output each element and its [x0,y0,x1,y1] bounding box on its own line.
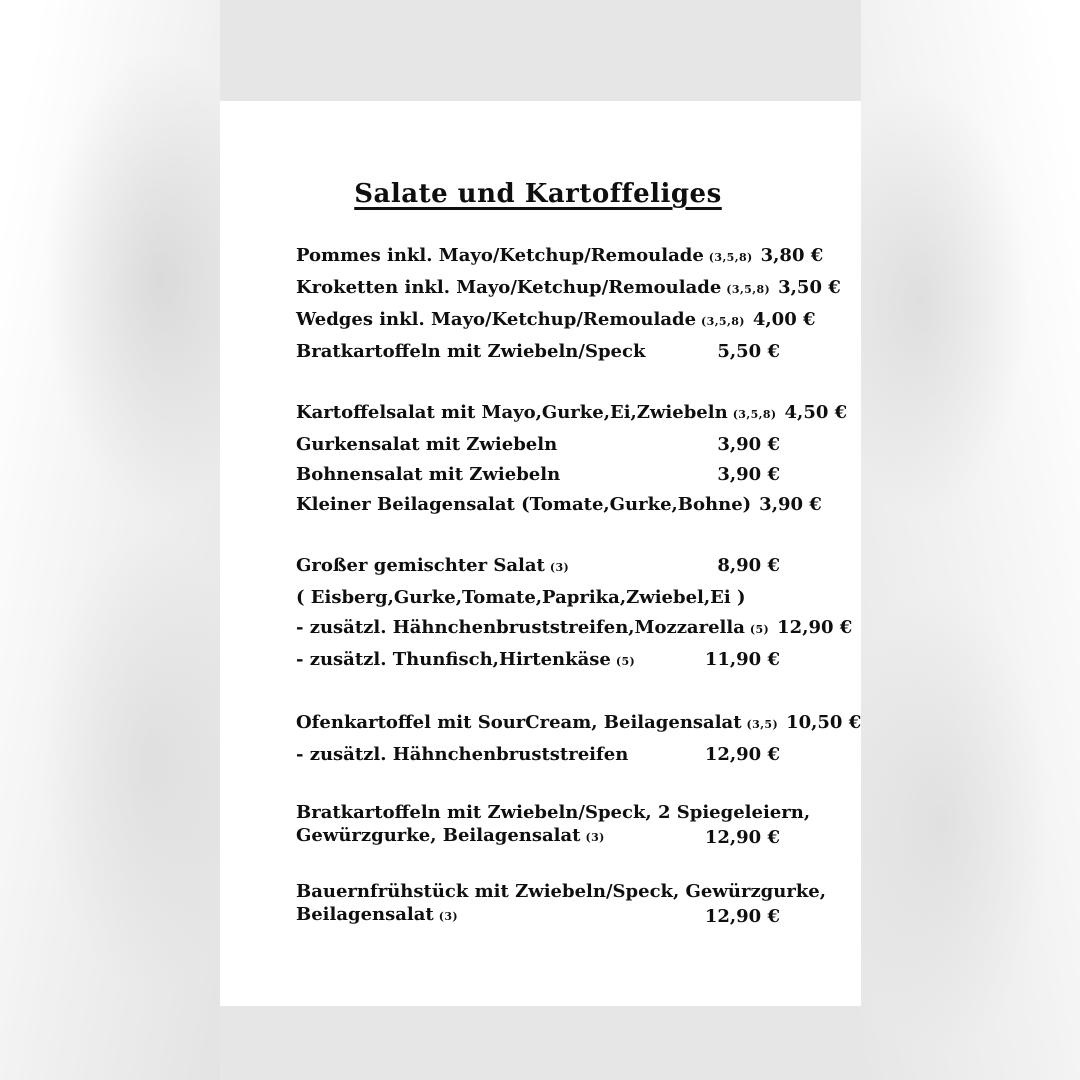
menu-item-name: Großer gemischter Salat (3) [296,555,570,576]
menu-item-price: 12,90 € [704,827,780,848]
menu-item-annotation: (3,5,8) [701,315,745,328]
menu-item-price: 3,50 € [778,277,841,298]
menu-item-row [296,273,841,305]
menu-item-price: 12,90 € [704,906,780,927]
menu-item-line2: Gewürzgurke, Beilagensalat [296,825,581,846]
menu-item-row [296,337,780,367]
menu-item-row [296,801,811,849]
menu-note: ( Eisberg,Gurke,Tomate,Paprika,Zwiebel,Ei ) [296,587,746,608]
menu-item-price: 12,90 € [704,744,780,765]
menu-item-price: 10,50 € [786,712,862,733]
menu-item-row [296,460,780,490]
menu-item-name: - zusätzl. Hähnchenbruststreifen [296,744,629,765]
menu-item-price: 12,90 € [777,617,853,638]
menu-section [296,708,862,770]
menu-item-name: - zusätzl. Thunfisch,Hirtenkäse (5) [296,649,636,670]
background-blur-right [861,0,1080,1080]
menu-item-name: Kartoffelsalat mit Mayo,Gurke,Ei,Zwiebeln (3,5,8) [296,402,777,423]
menu-item-line2: Beilagensalat [296,904,434,925]
menu-item-annotation: (3,5,8) [732,408,777,421]
menu-item-name: Ofenkartoffel mit SourCream, Beilagensalat (3,5) [296,712,779,733]
menu-item-name: Bohnensalat mit Zwiebeln [296,464,561,485]
background-blur-left [0,0,220,1080]
menu-item-name: Kroketten inkl. Mayo/Ketchup/Remoulade (3,5,8) [296,277,771,298]
menu-note-row [296,583,780,613]
menu-item-price: 4,00 € [752,309,816,330]
menu-item-name: - zusätzl. Hähnchenbruststreifen,Mozzarella (5) [296,617,770,638]
menu-item-row [296,398,848,430]
menu-page [220,101,861,1006]
menu-title: Salate und Kartoffeliges [354,179,722,209]
menu-item-price: 5,50 € [717,341,780,362]
menu-section [296,398,848,520]
top-gray-band [220,0,861,101]
menu-item-row [296,708,862,740]
menu-item-row [296,551,780,583]
menu-item-annotation: (3) [438,910,459,923]
menu-item-annotation: (5) [615,655,636,668]
menu-section [296,241,841,367]
menu-item-annotation: (3,5,8) [708,251,753,264]
menu-item-name: Pommes inkl. Mayo/Ketchup/Remoulade (3,5,8) [296,245,753,266]
menu-page-column [220,0,861,1080]
menu-item-annotation: (3,5) [746,718,779,731]
menu-item-price: 3,90 € [759,494,822,515]
menu-item-name: Wedges inkl. Mayo/Ketchup/Remoulade (3,5,8) [296,309,745,330]
menu-item-price: 4,50 € [784,402,848,423]
menu-item-line1: Bratkartoffeln mit Zwiebeln/Speck, 2 Spiegeleiern, [296,802,811,823]
menu-item-line1: Bauernfrühstück mit Zwiebeln/Speck, Gewürzgurke, [296,881,827,902]
menu-item-annotation: (3) [549,561,570,574]
menu-item-price: 8,90 € [717,555,780,576]
menu-item-price: 11,90 € [704,649,780,670]
menu-item-annotation: (5) [749,623,770,636]
menu-item-annotation: (3) [585,831,605,844]
menu-item-price: 3,80 € [760,245,824,266]
menu-item-row [296,241,824,273]
menu-body [296,241,862,928]
menu-item-price: 3,90 € [717,464,780,485]
menu-item-name: Gurkensalat mit Zwiebeln [296,434,558,455]
menu-section [296,551,853,677]
bottom-gray-band [220,1006,861,1080]
menu-item-row [296,490,822,520]
menu-item-row [296,740,780,770]
menu-item-name: Kleiner Beilagensalat (Tomate,Gurke,Bohne) [296,494,752,515]
menu-item-annotation: (3,5,8) [726,283,771,296]
menu-item-row [296,645,780,677]
menu-section [296,880,827,928]
menu-item-row [296,430,780,460]
menu-item-name: Bratkartoffeln mit Zwiebeln/Speck [296,341,646,362]
menu-section [296,801,811,849]
menu-item-price: 3,90 € [717,434,780,455]
menu-item-row [296,880,827,928]
menu-item-row [296,305,816,337]
menu-item-row [296,613,853,645]
